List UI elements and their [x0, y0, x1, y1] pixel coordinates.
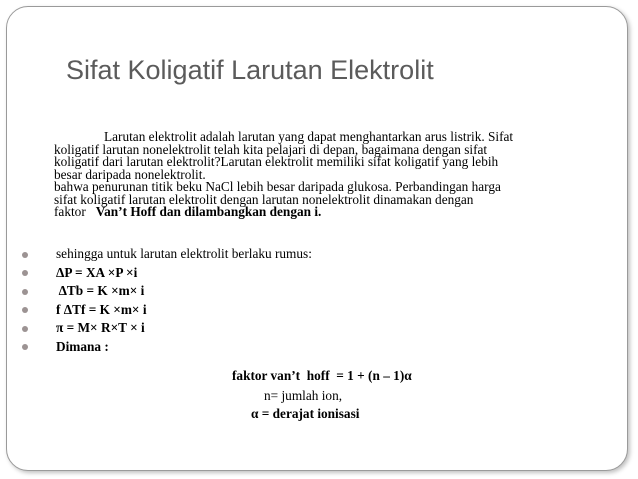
alpha-definition: α = derajat ionisasi: [251, 406, 360, 421]
intro-line-1: Larutan elektrolit adalah larutan yang dapat menghantarkan arus listrik. Sifat: [104, 129, 514, 144]
bullet-item: [22, 245, 312, 264]
bullet-dot-icon: [22, 307, 28, 313]
bullet-dot-icon: [22, 252, 28, 258]
slide-title: Sifat Koligatif Larutan Elektrolit: [66, 55, 434, 85]
bullet-list: [22, 245, 312, 357]
bullet-dot-icon: [22, 326, 28, 332]
bullet-text: π = M× R×T × i: [56, 320, 145, 336]
bullet-dot-icon: [22, 270, 28, 276]
bullet-text: ΔP = XA ×P ×i: [56, 264, 138, 280]
intro-line-5: bahwa penurunan titik beku NaCl lebih besar daripada glukosa. Perbandingan harga: [54, 179, 501, 194]
bullet-text: ΔTb = K ×m× i: [56, 283, 145, 299]
vant-hoff-term: Van’t Hoff dan dilambangkan dengan i.: [95, 204, 322, 219]
bullet-item: [22, 282, 312, 301]
bullet-text: f ΔTf = K ×m× i: [56, 301, 147, 317]
intro-line-6: sifat koligatif larutan elektrolit dengan larutan nonelektrolit dinamakan dengan: [54, 191, 474, 207]
intro-paragraph: [54, 131, 609, 219]
bullet-item: [22, 264, 312, 283]
bullet-dot-icon: [22, 289, 28, 295]
bullet-item: [22, 338, 312, 357]
bullet-item: [22, 301, 312, 320]
bullet-item: [22, 319, 312, 338]
bullet-dot-icon: [22, 344, 28, 350]
bullet-text: sehingga untuk larutan elektrolit berlaku rumus:: [56, 246, 312, 261]
intro-line-4: besar daripada nonelektrolit.: [54, 166, 206, 182]
intro-line-7-prefix: faktor: [54, 204, 96, 219]
intro-line-3: koligatif dari larutan elektrolit?Larutan elektrolit memiliki sifat koligatif yang lebih: [54, 154, 499, 169]
intro-line-2: koligatif larutan nonelektrolit telah kita pelajari di depan, bagaimana dengan sifat: [54, 141, 488, 157]
n-definition: n= jumlah ion,: [264, 388, 343, 403]
vant-hoff-formula: faktor van’t hoff = 1 + (n – 1)α: [232, 368, 412, 383]
bullet-text: Dimana :: [56, 338, 109, 354]
